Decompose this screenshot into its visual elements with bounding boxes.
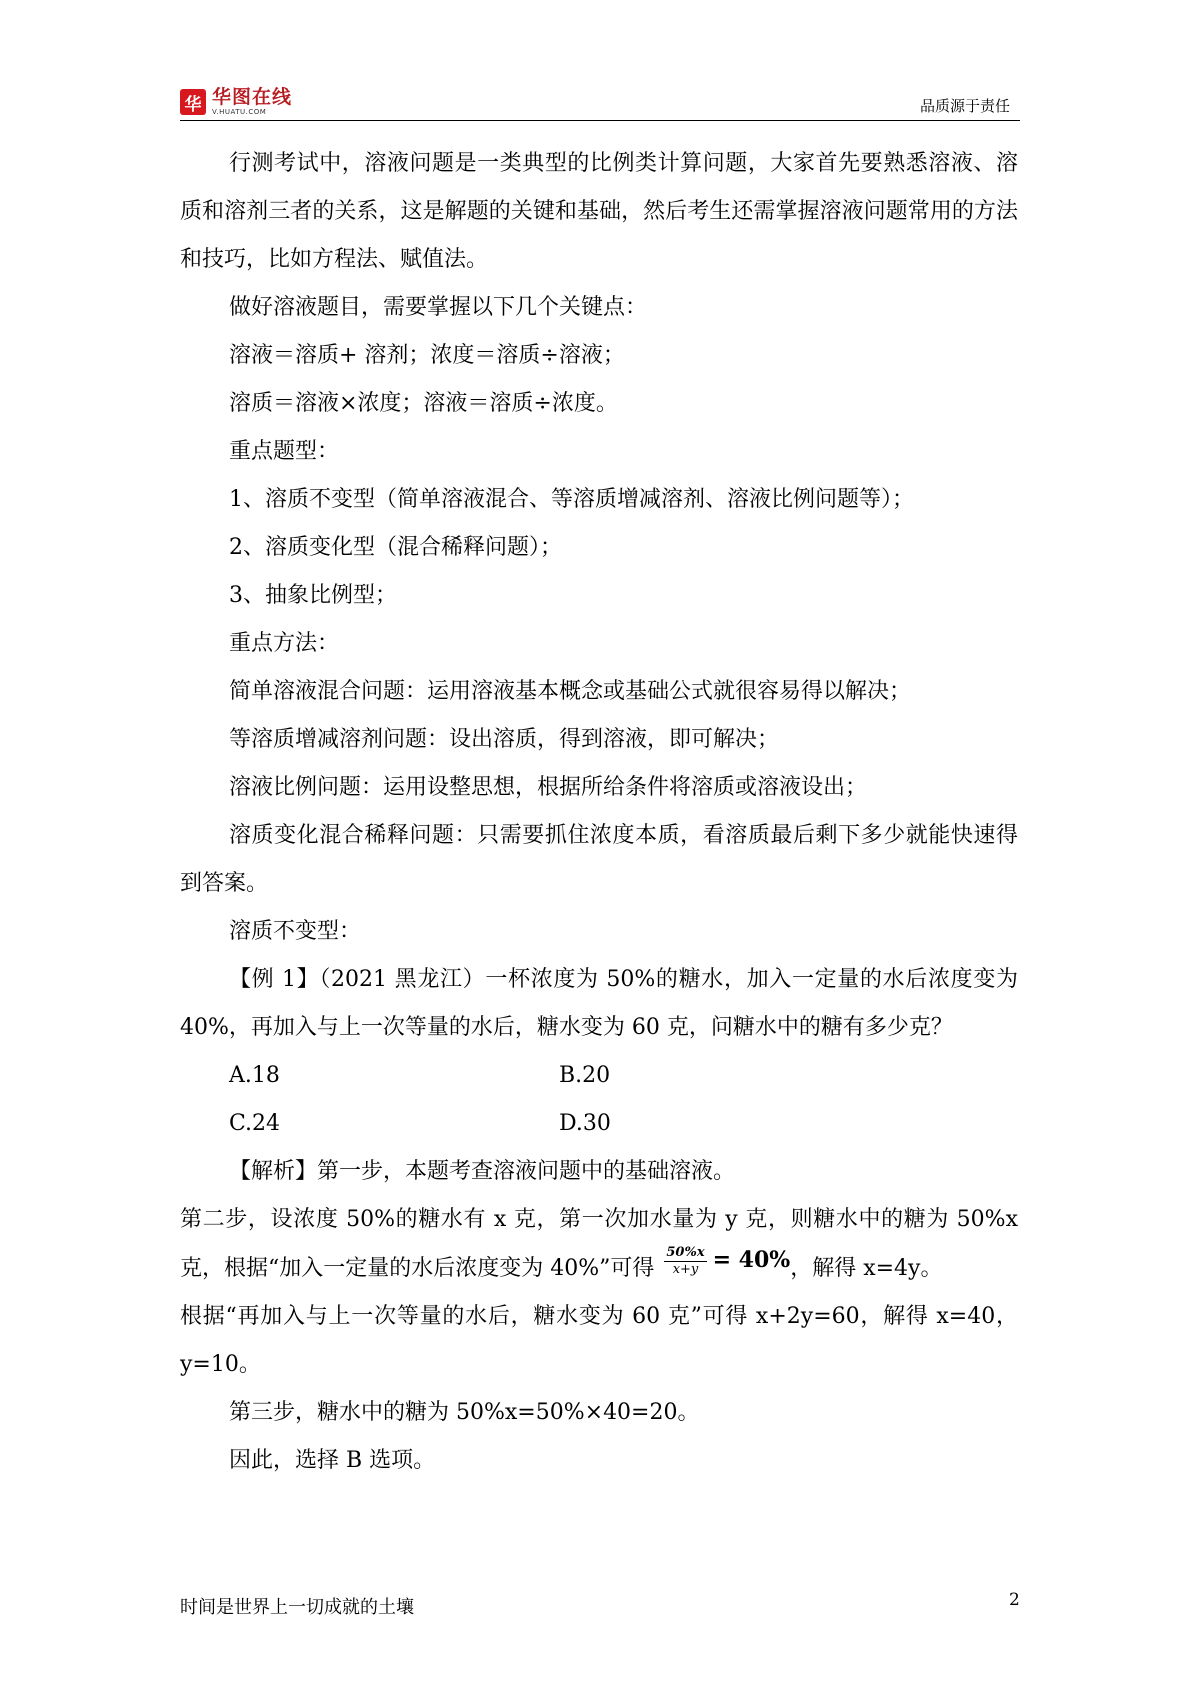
method-item-3: 溶液比例问题：运用设整思想，根据所给条件将溶质或溶液设出； (229, 775, 868, 800)
key-types-heading: 重点题型： (229, 439, 340, 464)
logo-name: 华图在线 (212, 86, 293, 108)
key-methods-heading: 重点方法： (229, 631, 340, 656)
option-c: C.24 (229, 1111, 281, 1136)
analysis-step-2: 第二步，设浓度 50%的糖水有 x 克，第一次加水量为 y 克，则糖水中的糖为 50%x 克，根据“加入一定量的水后浓度变为 40%”可得 $\frac{50\%x}{x+y}$ = 40%，解得 x=4y。 (180, 1207, 1018, 1281)
analysis-step-2-cont: 根据“再加入与上一次等量的水后，糖水变为 60 克”可得 x+2y=60，解得 x=40，y=10。 (180, 1304, 1018, 1377)
analysis-conclusion: 因此，选择 B 选项。 (229, 1448, 436, 1473)
formula-fraction (664, 1245, 706, 1278)
option-b: B.20 (559, 1063, 611, 1088)
logo-icon: 华 (180, 89, 206, 115)
analysis-step-1: 【解析】第一步，本题考查溶液问题中的基础溶液。 (229, 1159, 736, 1184)
huatu-logo (180, 86, 292, 118)
options-row-2 (180, 1100, 1018, 1148)
fraction-numerator: 50%x (666, 1244, 705, 1260)
method-item-2: 等溶质增减溶剂问题：设出溶质，得到溶液，即可解决； (229, 727, 780, 752)
key-points-intro: 做好溶液题目，需要掌握以下几个关键点： (229, 295, 648, 320)
option-a: A.18 (229, 1063, 280, 1088)
options-row-1 (180, 1052, 1018, 1100)
analysis-step-3: 第三步，糖水中的糖为 50%x=50%×40=20。 (229, 1400, 700, 1425)
type-item-1: 1、溶质不变型（简单溶液混合、等溶质增减溶剂、溶液比例问题等）； (229, 487, 914, 512)
page-number: 2 (1009, 1590, 1020, 1610)
formula-line-2: 溶质＝溶液×浓度；溶液＝溶质÷浓度。 (229, 391, 618, 416)
method-item-1: 简单溶液混合问题：运用溶液基本概念或基础公式就很容易得以解决； (229, 679, 912, 704)
section-heading: 溶质不变型： (229, 919, 362, 944)
formula-line-1: 溶液＝溶质+ 溶剂；浓度＝溶质÷溶液； (229, 343, 625, 368)
logo-url: V.HUATU.COM (212, 108, 267, 116)
fraction-denominator: x+y (672, 1261, 699, 1277)
header-tagline: 品质源于责任 (919, 97, 1010, 115)
intro-paragraph: 行测考试中，溶液问题是一类典型的比例类计算问题，大家首先要熟悉溶液、溶质和溶剂三者的关系，这是解题的关键和基础，然后考生还需掌握溶液问题常用的方法和技巧，比如方程法、赋值法。 (180, 151, 1018, 272)
fraction-rhs: = 40% (712, 1247, 791, 1273)
type-item-3: 3、抽象比例型； (229, 583, 397, 608)
document-body (180, 140, 1018, 1485)
example-question: 【例 1】（2021 黑龙江）一杯浓度为 50%的糖水，加入一定量的水后浓度变为 40%，再加入与上一次等量的水后，糖水变为 60 克，问糖水中的糖有多少克？ (180, 967, 1018, 1040)
option-d: D.30 (559, 1111, 611, 1136)
page-header (180, 82, 1020, 121)
type-item-2: 2、溶质变化型（混合稀释问题）； (229, 535, 562, 560)
footer-motto: 时间是世界上一切成就的土壤 (180, 1597, 414, 1618)
method-item-4: 溶质变化混合稀释问题：只需要抓住浓度本质，看溶质最后剩下多少就能快速得到答案。 (180, 823, 1018, 896)
